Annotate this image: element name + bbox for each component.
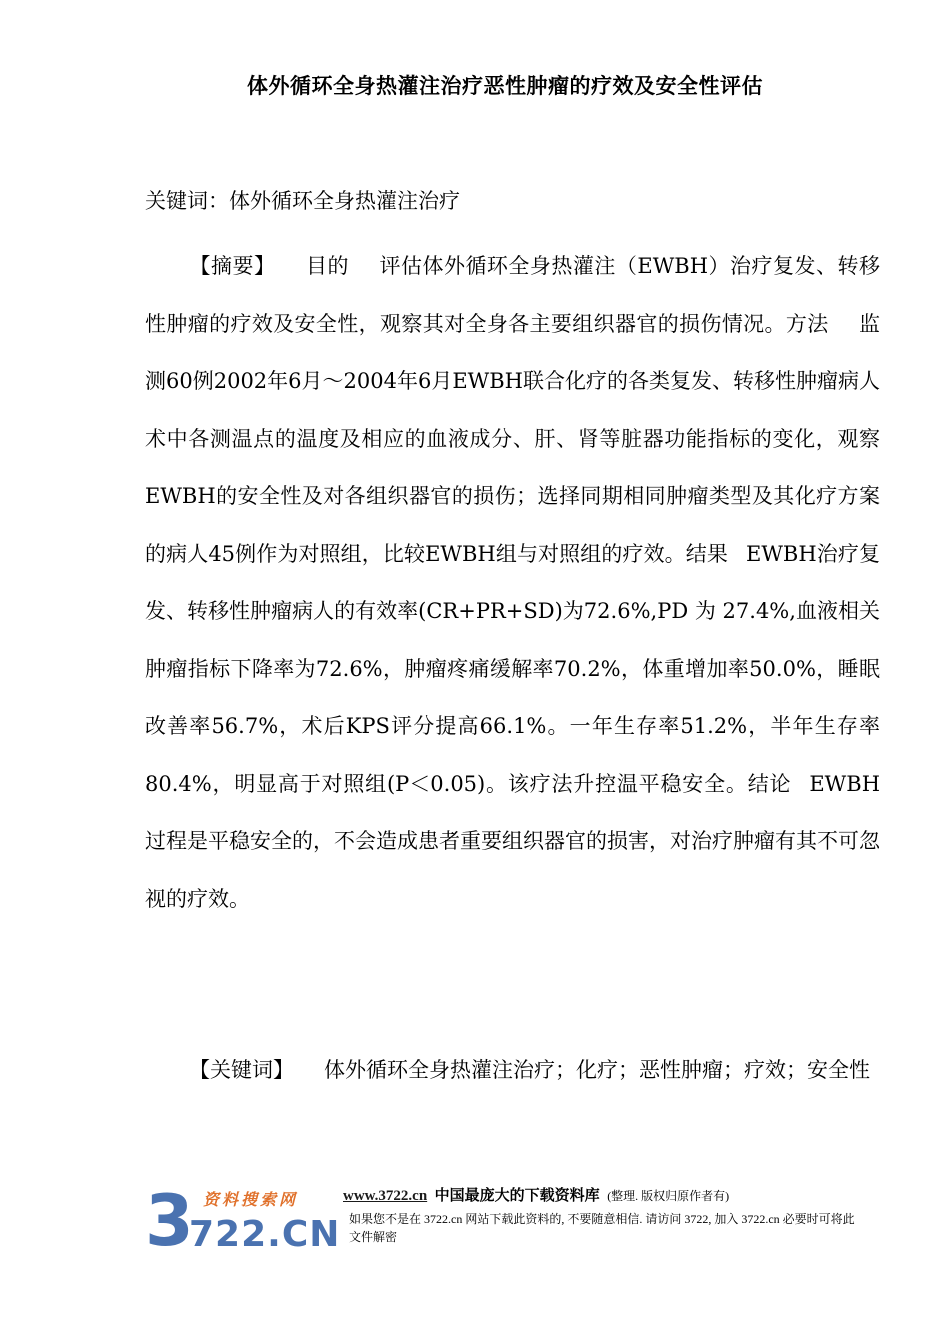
purpose-label: 目的 bbox=[305, 254, 349, 278]
site-logo[interactable]: 3 资料搜索网 722.CN bbox=[145, 1180, 341, 1262]
result-text: EWBH治疗复发、转移性肿瘤病人的有效率(CR+PR+SD)为72.6%,PD 为 27.4%,血液相关肿瘤指标下降率为72.6%，肿瘤疼痛缓解率70.2%，体重增加率50.0%，睡眠改善率56.7%，术后KPS评分提高66.1%。一年生存率51.2%，半年生存率80.4%，明显高于对照组(P＜0.05)。该疗法升控温平稳安全。 bbox=[145, 541, 880, 796]
keyword-line bbox=[145, 185, 460, 215]
conclusion-text: EWBH过程是平稳安全的，不会造成患者重要组织器官的损害，对治疗肿瘤有其不可忽视的疗效。 bbox=[145, 771, 881, 911]
footer-slogan: 中国最庞大的下载资料库 bbox=[434, 1188, 600, 1204]
abstract-header: 【摘要】 bbox=[189, 254, 276, 278]
footer-url-link[interactable]: www.3722.cn bbox=[343, 1188, 428, 1204]
purpose-text: 评估体外循环全身热灌注（EWBH）治疗复发、转移性肿瘤的疗效及安全性，观察其对全身各主要组织器官的损伤情况。 bbox=[145, 254, 881, 336]
footer-banner bbox=[145, 1180, 865, 1265]
keywords-paragraph bbox=[145, 1042, 880, 1100]
keyword-line-label: 关键词： bbox=[145, 189, 229, 213]
keywords-label: 【关键词】 bbox=[189, 1058, 294, 1082]
result-label: 结果 bbox=[685, 541, 729, 566]
footer-note: (整理. 版权归原作者有) bbox=[607, 1189, 730, 1203]
keyword-line-value: 体外循环全身热灌注治疗 bbox=[229, 189, 460, 213]
document-title: 体外循环全身热灌注治疗恶性肿瘤的疗效及安全性评估 bbox=[247, 74, 763, 98]
conclusion-label: 结论 bbox=[747, 771, 792, 796]
logo-text: 722.CN bbox=[189, 1214, 341, 1255]
method-text: 监测60例2002年6月～2004年6月EWBH联合化疗的各类复发、转移性肿瘤病人术中各测温点的温度及相应的血液成分、肝、肾等脏器功能指标的变化，观察EWBH的安全性及对各组织器官的损伤；选择同期相同肿瘤类型及其化疗方案的病人45例作为对照组，比较EWBH组与对照组的疗效。 bbox=[145, 311, 881, 566]
method-label: 方法 bbox=[785, 311, 829, 336]
abstract-paragraph bbox=[145, 238, 880, 928]
footer-disclaimer: 如果您不是在 3722.cn 网站下载此资料的, 不要随意相信. 请访问 3722, 加入 3722.cn 必要时可将此文件解密 bbox=[349, 1212, 855, 1244]
footer-text bbox=[343, 1185, 863, 1246]
keywords-value: 体外循环全身热灌注治疗；化疗；恶性肿瘤；疗效；安全性 bbox=[324, 1058, 870, 1082]
logo-tagline: 资料搜索网 bbox=[203, 1190, 299, 1209]
